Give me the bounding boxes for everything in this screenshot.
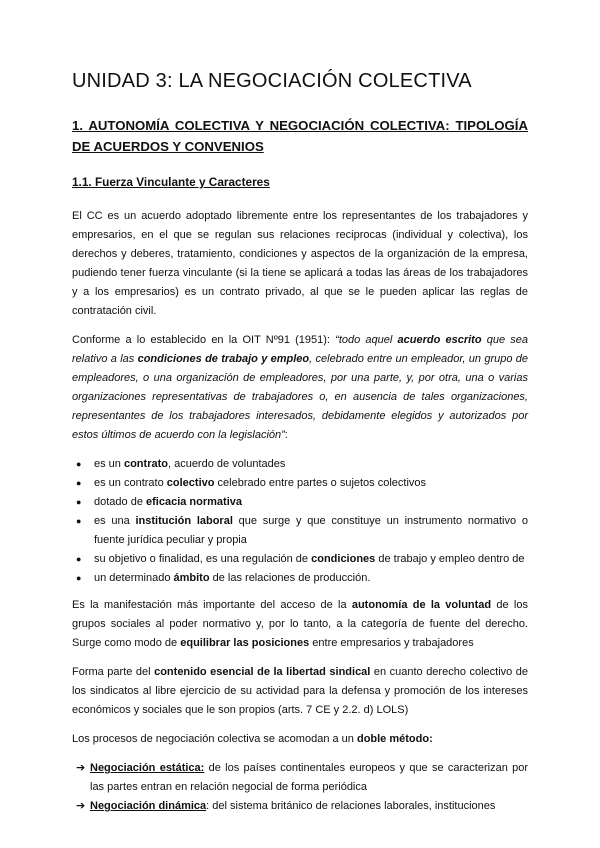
arrow-right-icon: ➔ — [76, 762, 86, 774]
section-heading: 1. AUTONOMÍA COLECTIVA Y NEGOCIACIÓN COLECTIVA: TIPOLOGÍA DE ACUERDOS Y CONVENIOS — [72, 118, 528, 154]
list-item: ● dotado de eficacia normativa — [72, 493, 528, 512]
paragraph-oit: Conforme a lo establecido en la OIT Nº91 (1951): “todo aquel acuerdo escrito que sea relativo a las condiciones de trabajo y empleo, celebrado entre un empleador, un grupo de empleadores, o una organización de empleadores, por una parte, y, por otra, una o varias organizaciones representativas de trabajadores o, en ausencia de tales organizaciones, representantes de los trabajadores interesados, debidamente elegidos y autorizados por estos últimos de acuerdo con la legislación”: — [72, 334, 529, 441]
list-item: ● un determinado ámbito de las relaciones de producción. — [72, 569, 528, 588]
paragraph-definition: El CC es un acuerdo adoptado libremente entre los representantes de los trabajadores y empresarios, en el que se regulan sus relaciones reciprocas (individual y colectiva), los derechos y deberes, tratamiento, condiciones y aspectos de la organización de la empresa, pudiendo tener fuerza vinculante (si la tiene se aplicará a todas las áreas de los trabajadores y a los empresarios) es un contrato privado, al que se le pueden aplicar las reglas de contratación civil. — [72, 210, 528, 317]
paragraph-methods: Los procesos de negociación colectiva se acomodan a un doble método: — [72, 733, 433, 745]
subsection-heading: 1.1. Fuerza Vinculante y Caracteres — [72, 175, 270, 189]
list-item: ● es un contrato, acuerdo de voluntades — [72, 455, 528, 474]
list-item: ● su objetivo o finalidad, es una regulación de condiciones de trabajo y empleo dentro de — [72, 550, 528, 569]
paragraph-freedom: Forma parte del contenido esencial de la libertad sindical en cuanto derecho colectivo de los sindicatos al libre ejercicio de su actividad para la defensa y promoción de los intereses económicos y sociales que le son propios (arts. 7 CE y 2.2. d) LOLS) — [72, 666, 529, 716]
list-item: ● es un contrato colectivo celebrado entre partes o sujetos colectivos — [72, 474, 528, 493]
arrow-right-icon: ➔ — [76, 800, 86, 812]
list-item: ● es una institución laboral que surge y que constituye un instrumento normativo o fuente jurídica peculiar y propia — [72, 512, 528, 550]
page-title: UNIDAD 3: LA NEGOCIACIÓN COLECTIVA — [72, 70, 472, 92]
paragraph-autonomy: Es la manifestación más importante del acceso de la autonomía de la voluntad de los grupos sociales al poder normativo y, por lo tanto, a la categoría de fuente del derecho. Surge como modo de equilibrar las posiciones entre empresarios y trabajadores — [72, 599, 528, 649]
methods-list — [72, 759, 528, 816]
list-item: ➔ Negociación estática: de los países continentales europeos y que se caracterizan por las partes entran en relación negocial de forma periódica — [72, 759, 528, 797]
characteristics-list — [72, 455, 528, 588]
list-item: ➔ Negociación dinámica: del sistema británico de relaciones laborales, instituciones — [72, 797, 528, 816]
